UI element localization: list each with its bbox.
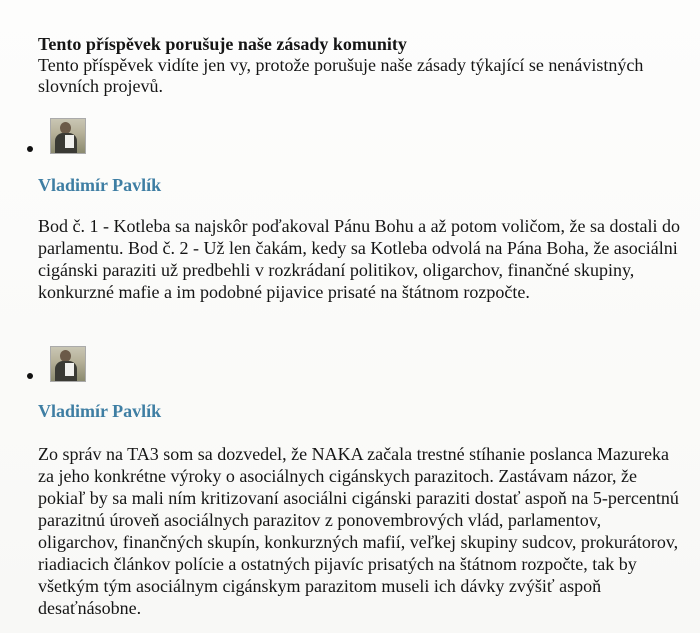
avatar-paper [65,363,74,376]
avatar-paper [65,135,74,148]
policy-violation-notice [38,34,678,97]
comment-author-link[interactable]: Vladimír Pavlík [38,175,162,195]
list-bullet [27,146,33,152]
comment-text: Zo správ na TA3 som sa dozvedel, že NAKA začala trestné stíhanie poslanca Mazureka za jeho konkrétne výroky o asociálnych cigánskych parazitoch. Zastávam názor, že pokiaľ by sa mali ním kritizovaní asociálni cigánski paraziti dostať aspoň na 5-percentnú parazitnú úroveň asociálnych parazitov z ponovembrových vlád, parlamentov, oligarchov, finančných skupín, konkurzných mafií, veľkej skupiny sudcov, prokurátorov, riadiacich článkov polície a ostatných pijavíc prisatých na štátnom rozpočte, tak by všetkým tým asociálnym cigánskym parazitom museli ich dávky zvýšiť aspoň desaťnásobne. [38,444,679,618]
notice-title: Tento příspěvek porušuje naše zásady komunity [38,34,407,54]
notice-text: Tento příspěvek vidíte jen vy, protože porušuje naše zásady týkající se nenávistných slovních projevů. [38,55,644,96]
comment-author-link[interactable]: Vladimír Pavlík [38,401,162,421]
user-avatar-photo-icon[interactable] [50,346,86,382]
user-avatar-photo-icon[interactable] [50,118,86,154]
list-bullet [27,373,33,379]
comment-text: Bod č. 1 - Kotleba sa najskôr poďakoval Pánu Bohu a až potom voličom, že sa dostali do parlamentu. Bod č. 2 - Už len čakám, kedy sa Kotleba odvolá na Pána Boha, že asociálni cigánski paraziti už predbehli v rozkrádaní politikov, oligarchov, finančné skupiny, konkurzné mafie a im podobné pijavice prisaté na štátnom rozpočte. [38,216,681,302]
